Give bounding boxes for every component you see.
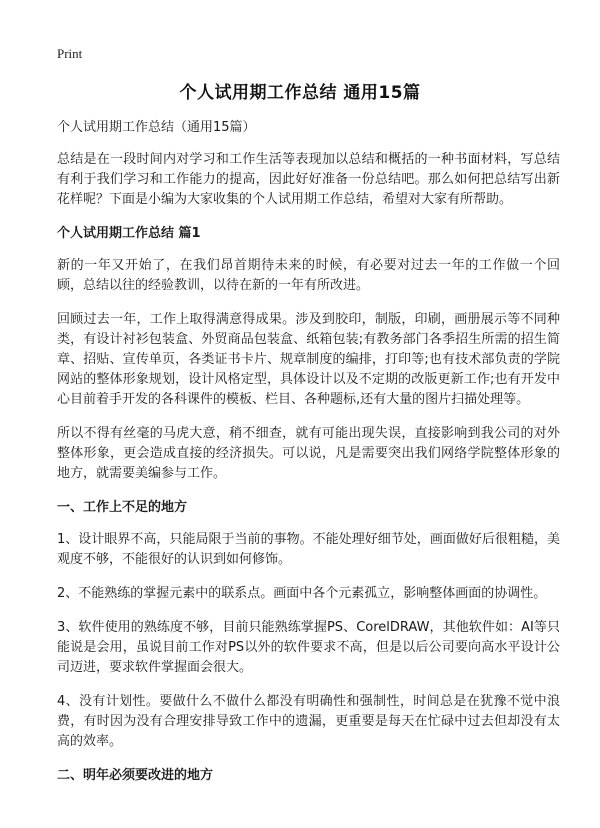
subheading-improvements: 二、明年必须要改进的地方 bbox=[57, 768, 214, 783]
document-title: 个人试用期工作总结 通用15篇 bbox=[179, 83, 421, 103]
paragraph-1: 新的一年又开始了，在我们昂首期待未来的时候，有必要对过去一年的工作做一个回顾，总结以往的经验教训，以待在新的一年有所改进。 bbox=[57, 258, 560, 293]
section-heading-1: 个人试用期工作总结 篇1 bbox=[57, 226, 201, 241]
subheading-shortcomings: 一、工作上不足的地方 bbox=[57, 500, 188, 515]
paragraph-2: 回顾过去一年，工作上取得满意得成果。涉及到胶印，制版，印刷，画册展示等不同种类，有设计衬衫包装盒、外贸商品包装盒、纸箱包装;有教务部门各季招生所需的招生简章、招贴、宣传单页，各类证书卡片、规章制度的编排，打印等;也有技术部负责的学院网站的整体形象规划，设计风格定型，具体设计以及不定期的改版更新工作;也有开发中心目前着手开发的各科课件的模板、栏目、各种题标,还有大量的图片扫描处理等。 bbox=[57, 312, 560, 407]
document-subtitle: 个人试用期工作总结（通用15篇） bbox=[57, 120, 256, 135]
print-label[interactable]: Print bbox=[57, 46, 83, 61]
list-item-1: 1、设计眼界不高，只能局限于当前的事物。不能处理好细节处，画面做好后很粗糙，美观度不够，不能很好的认识到如何修饰。 bbox=[57, 532, 560, 567]
intro-paragraph: 总结是在一段时间内对学习和工作生活等表现加以总结和概括的一种书面材料，写总结有利于我们学习和工作能力的提高，因此好好准备一份总结吧。那么如何把总结写出新花样呢？下面是小编为大家收集的个人试用期工作总结，希望对大家有所帮助。 bbox=[57, 152, 560, 207]
document-body bbox=[57, 118, 560, 798]
list-item-4: 4、没有计划性。要做什么不做什么都没有明确性和强制性，时间总是在犹豫不觉中浪费，有时因为没有合理安排导致工作中的遗漏，更重要是每天在忙碌中过去但却没有太高的效率。 bbox=[57, 694, 560, 749]
list-item-2: 2、不能熟练的掌握元素中的联系点。画面中各个元素孤立，影响整体画面的协调性。 bbox=[57, 586, 547, 601]
list-item-3: 3、软件使用的熟练度不够，目前只能熟练掌握PS、CorelDRAW，其他软件如：AI等只能说是会用，虽说目前工作对PS以外的软件要求不高，但是以后公司要向高水平设计公司迈进，要求软件掌握面会很大。 bbox=[57, 620, 560, 675]
paragraph-3: 所以不得有丝毫的马虎大意，稍不细查，就有可能出现失误，直接影响到我公司的对外整体形象，更会造成直接的经济损失。可以说，凡是需要突出我们网络学院整体形象的地方，就需要美编参与工作。 bbox=[57, 426, 560, 481]
